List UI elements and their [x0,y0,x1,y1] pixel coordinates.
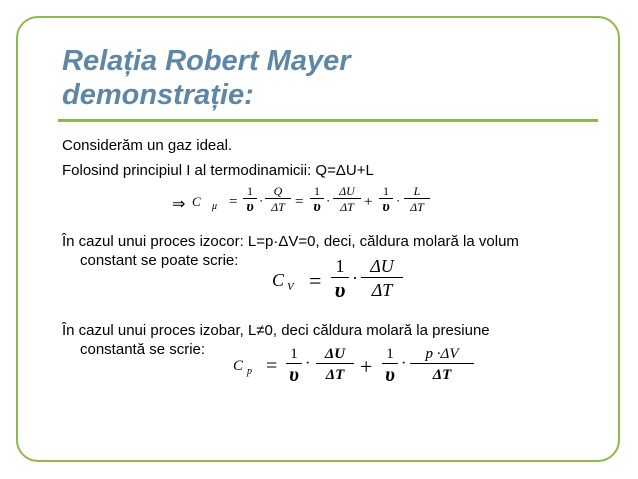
paragraph-isobaric-line2: constantă se scrie: [80,341,206,358]
title-line-1: Relația Robert Mayer [62,45,351,77]
eq3-lhs-sub: p [247,366,252,377]
eq1-lhs: C [192,194,201,209]
eq2-frac-du: ΔU ΔT [361,255,403,302]
eq1-frac-q: Q ΔT [265,184,291,216]
eq1-plus: + [364,194,373,210]
eq3-frac-2: 1 υ [382,345,398,386]
eq2-lhs-sub: V [287,281,294,293]
eq1-equals-2: = [295,194,304,210]
paragraph-isobaric-line1: În cazul unui proces izobar, L≠0, deci căldura molară la presiune [62,322,490,339]
eq2-equals: = [309,268,322,293]
eq1-lhs-sub: μ [212,201,218,212]
implies-arrow: ⇒ [172,196,186,213]
eq1-frac-2: 1 υ [310,184,324,216]
title-divider [58,119,598,122]
eq1-frac-3: 1 υ [379,184,393,216]
slide-title [62,44,351,112]
eq1-frac-du: ΔU ΔT [333,184,361,216]
eq3-plus: + [360,354,373,379]
eq2-lhs: C [272,270,285,290]
eq1-frac-l: L ΔT [404,184,430,216]
paragraph-first-law: Folosind principiul I al termodinamicii: Q=ΔU+L [62,162,374,179]
title-line-2: demonstrație: [62,79,254,111]
eq1-frac-1: 1 υ [243,184,257,216]
paragraph-isochoric-line1: În cazul unui proces izocor: L=p·ΔV=0, deci, căldura molară la volum [62,233,519,250]
eq3-frac-pdv: p ·ΔV ΔT [410,345,474,386]
paragraph-ideal-gas: Considerăm un gaz ideal. [62,137,233,154]
eq3-frac-du: ΔU ΔT [316,345,354,386]
eq1-equals-1: = [229,194,238,210]
eq3-frac-1: 1 υ [286,345,302,386]
eq2-frac-1: 1 υ [331,255,349,302]
eq3-equals: = [266,355,278,377]
paragraph-isochoric-line2: constant se poate scrie: [80,252,239,269]
eq3-lhs: C [233,358,244,374]
